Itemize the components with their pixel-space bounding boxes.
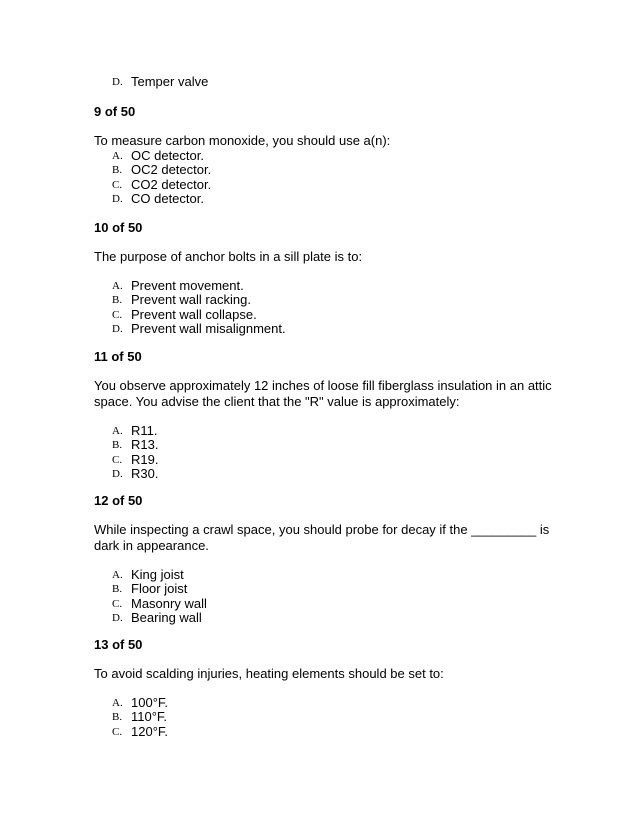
option-letter: B. (112, 439, 123, 452)
question-8-tail (94, 75, 554, 89)
answer-options (94, 568, 554, 625)
answer-option (94, 438, 554, 452)
answer-options (94, 424, 554, 481)
answer-option (94, 424, 554, 438)
answer-option (94, 178, 554, 192)
question-number: 11 of 50 (94, 349, 142, 364)
answer-option (94, 293, 554, 307)
answer-option (94, 467, 554, 481)
question-13 (94, 637, 554, 739)
question-text: You observe approximately 12 inches of loose fill fiberglass insulation in an attic space. You advise the client that the "R" value is approximately: (94, 378, 552, 409)
answer-option (94, 308, 554, 322)
answer-option (94, 453, 554, 467)
option-letter: D. (112, 76, 123, 88)
option-text: Prevent movement. (131, 278, 244, 293)
option-letter: C. (112, 597, 123, 610)
option-letter: A. (112, 280, 123, 292)
question-text: While inspecting a crawl space, you should probe for decay if the _________ is dark in appearance. (94, 522, 550, 553)
option-text: Masonry wall (131, 595, 207, 611)
answer-option (94, 192, 554, 206)
question-text: To avoid scalding injuries, heating elements should be set to: (94, 666, 444, 681)
option-text: OC2 detector. (131, 162, 212, 178)
option-text: R19. (131, 451, 159, 467)
option-letter: C. (112, 308, 123, 321)
option-text: 120°F. (131, 723, 169, 739)
option-text: Prevent wall collapse. (131, 306, 257, 322)
question-number: 9 of 50 (94, 104, 136, 119)
option-text: Prevent wall racking. (131, 292, 251, 308)
answer-option (94, 568, 554, 582)
option-letter: B. (112, 583, 123, 596)
option-text: CO2 detector. (131, 176, 212, 192)
option-letter: D. (112, 192, 123, 205)
option-text: King joist (131, 567, 184, 582)
answer-option (94, 725, 554, 739)
option-text: 100°F. (131, 695, 169, 710)
question-12 (94, 493, 554, 625)
option-letter: B. (112, 711, 123, 724)
answer-option (94, 611, 554, 625)
option-letter: C. (112, 453, 123, 466)
answer-options (94, 75, 554, 89)
question-number: 10 of 50 (94, 220, 143, 235)
option-letter: C. (112, 178, 123, 191)
option-text: Temper valve (131, 74, 209, 89)
answer-option (94, 582, 554, 596)
answer-option (94, 75, 554, 89)
option-letter: A. (112, 150, 123, 162)
question-number: 13 of 50 (94, 637, 143, 652)
answer-option (94, 322, 554, 336)
option-text: R13. (131, 437, 159, 453)
option-letter: D. (112, 322, 123, 335)
option-text: CO detector. (131, 190, 204, 206)
question-10 (94, 220, 554, 336)
answer-option (94, 696, 554, 710)
question-number: 12 of 50 (94, 493, 143, 508)
option-text: Prevent wall misalignment. (131, 320, 286, 336)
answer-option (94, 163, 554, 177)
option-letter: A. (112, 425, 123, 437)
answer-option (94, 279, 554, 293)
answer-option (94, 597, 554, 611)
option-letter: D. (112, 467, 123, 480)
answer-option (94, 710, 554, 724)
option-text: R30. (131, 465, 159, 481)
answer-options (94, 696, 554, 739)
answer-options (94, 279, 554, 336)
answer-options (94, 149, 554, 206)
option-letter: D. (112, 611, 123, 624)
option-letter: B. (112, 294, 123, 307)
answer-option (94, 149, 554, 163)
option-letter: C. (112, 725, 123, 738)
question-text: To measure carbon monoxide, you should use a(n): (94, 133, 391, 148)
option-letter: B. (112, 164, 123, 177)
option-text: R11. (131, 423, 158, 438)
option-letter: A. (112, 569, 123, 581)
option-text: Bearing wall (131, 609, 202, 625)
option-letter: A. (112, 697, 123, 709)
option-text: 110°F. (131, 709, 168, 725)
question-9 (94, 104, 554, 206)
option-text: Floor joist (131, 581, 188, 597)
question-text: The purpose of anchor bolts in a sill plate is to: (94, 249, 363, 264)
option-text: OC detector. (131, 148, 204, 163)
question-11 (94, 349, 554, 481)
